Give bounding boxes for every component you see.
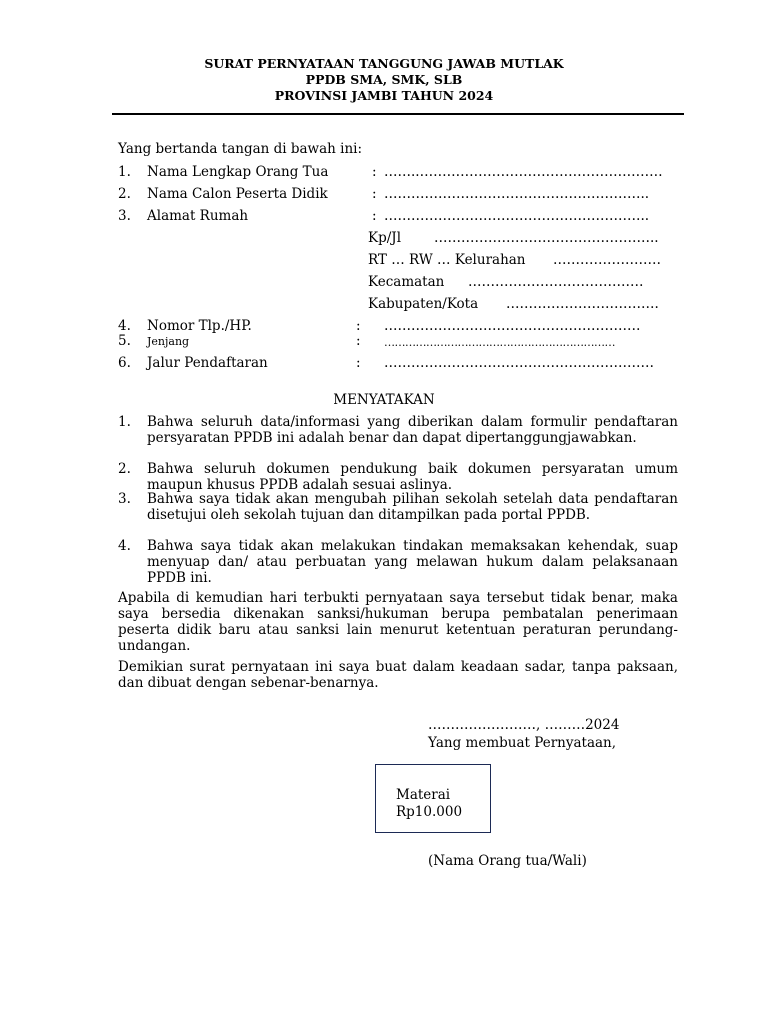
address-dots: …………………… [553, 252, 661, 268]
field-number: 2. [118, 186, 131, 202]
closing-paragraph: Demikian surat pernyataan ini saya buat dalam keadaan sadar, tanpa paksaan, dan dibuat dengan sebenar-benarnya. [118, 659, 678, 691]
field-colon: : [356, 355, 361, 371]
statement-number: 2. [118, 461, 131, 477]
statement-number: 4. [118, 538, 131, 554]
document-subtitle-year: PROVINSI JAMBI TAHUN 2024 [274, 88, 494, 103]
field-number: 6. [118, 355, 131, 371]
field-dots: …………………………………………………… [384, 355, 654, 371]
field-dots: ……..……………………………………………… [384, 164, 663, 180]
materai-stamp-box [375, 764, 491, 833]
field-number: 3. [118, 208, 131, 224]
consequence-paragraph: Apabila di kemudian hari terbukti pernyataan saya tersebut tidak benar, maka saya bersedia dikenakan sanksi/hukuman berupa pembatalan penerimaan peserta didik baru atau sanksi lain menurut ketentuan peraturan perundang-undangan. [118, 590, 678, 654]
field-label: Nama Lengkap Orang Tua [147, 164, 329, 180]
field-colon: : [356, 318, 361, 334]
field-colon: : [356, 333, 361, 349]
field-label: Jenjang [147, 335, 190, 348]
document-subtitle: PPDB SMA, SMK, SLB [305, 72, 463, 87]
field-number: 4. [118, 318, 131, 334]
document-title: SURAT PERNYATAAN TANGGUNG JAWAB MUTLAK [204, 56, 564, 71]
field-number: 1. [118, 164, 131, 180]
address-label: Kp/Jl [368, 230, 402, 246]
field-dots: ………………………………………………….. [384, 186, 650, 202]
statement-text: Bahwa saya tidak akan mengubah pilihan sekolah setelah data pendaftaran disetujui oleh sekolah tujuan dan ditampilkan pada portal PPDB. [147, 491, 678, 523]
field-label: Alamat Rumah [147, 208, 249, 224]
field-colon: : [372, 164, 377, 180]
intro-text: Yang bertanda tangan di bawah ini: [118, 141, 363, 157]
field-number: 5. [118, 333, 131, 349]
stamp-label: Materai [396, 787, 451, 803]
field-dots: ………………………………………………………… [384, 336, 615, 349]
header-divider [112, 113, 684, 115]
field-label: Nomor Tlp./HP. [147, 318, 252, 334]
field-colon: : [372, 186, 377, 202]
signature-maker-label: Yang membuat Pernyataan, [428, 735, 617, 751]
address-dots: ………………………………… [468, 274, 644, 290]
stamp-value: Rp10.000 [396, 804, 463, 820]
signatory-name: (Nama Orang tua/Wali) [428, 853, 587, 869]
field-label: Nama Calon Peserta Didik [147, 186, 328, 202]
field-label: Jalur Pendaftaran [147, 355, 268, 371]
statement-text: Bahwa seluruh data/informasi yang diberikan dalam formulir pendaftaran persyaratan PPDB ini adalah benar dan dapat dipertanggungjawabkan. [147, 414, 678, 446]
statement-text: Bahwa saya tidak akan melakukan tindakan memaksakan kehendak, suap menyuap dan/ atau perbuatan yang melawan hukum dalam pelaksanaan PPDB ini. [147, 538, 678, 586]
address-label: Kabupaten/Kota [368, 296, 479, 312]
statement-number: 1. [118, 414, 131, 430]
signature-date-line: ……………………, ………2024 [428, 717, 620, 733]
field-dots: ………………………………………………… [384, 318, 641, 334]
address-label: Kecamatan [368, 274, 445, 290]
declaration-heading: MENYATAKAN [333, 392, 435, 408]
address-dots: ………………………………………….. [434, 230, 659, 246]
field-dots: ………………………………………………….. [384, 208, 650, 224]
address-dots: ……………………………. [506, 296, 659, 312]
statement-number: 3. [118, 491, 131, 507]
field-colon: : [372, 208, 377, 224]
statement-text: Bahwa seluruh dokumen pendukung baik dokumen persyaratan umum maupun khusus PPDB adalah sesuai aslinya. [147, 461, 678, 493]
address-label: RT … RW … Kelurahan [368, 252, 526, 268]
